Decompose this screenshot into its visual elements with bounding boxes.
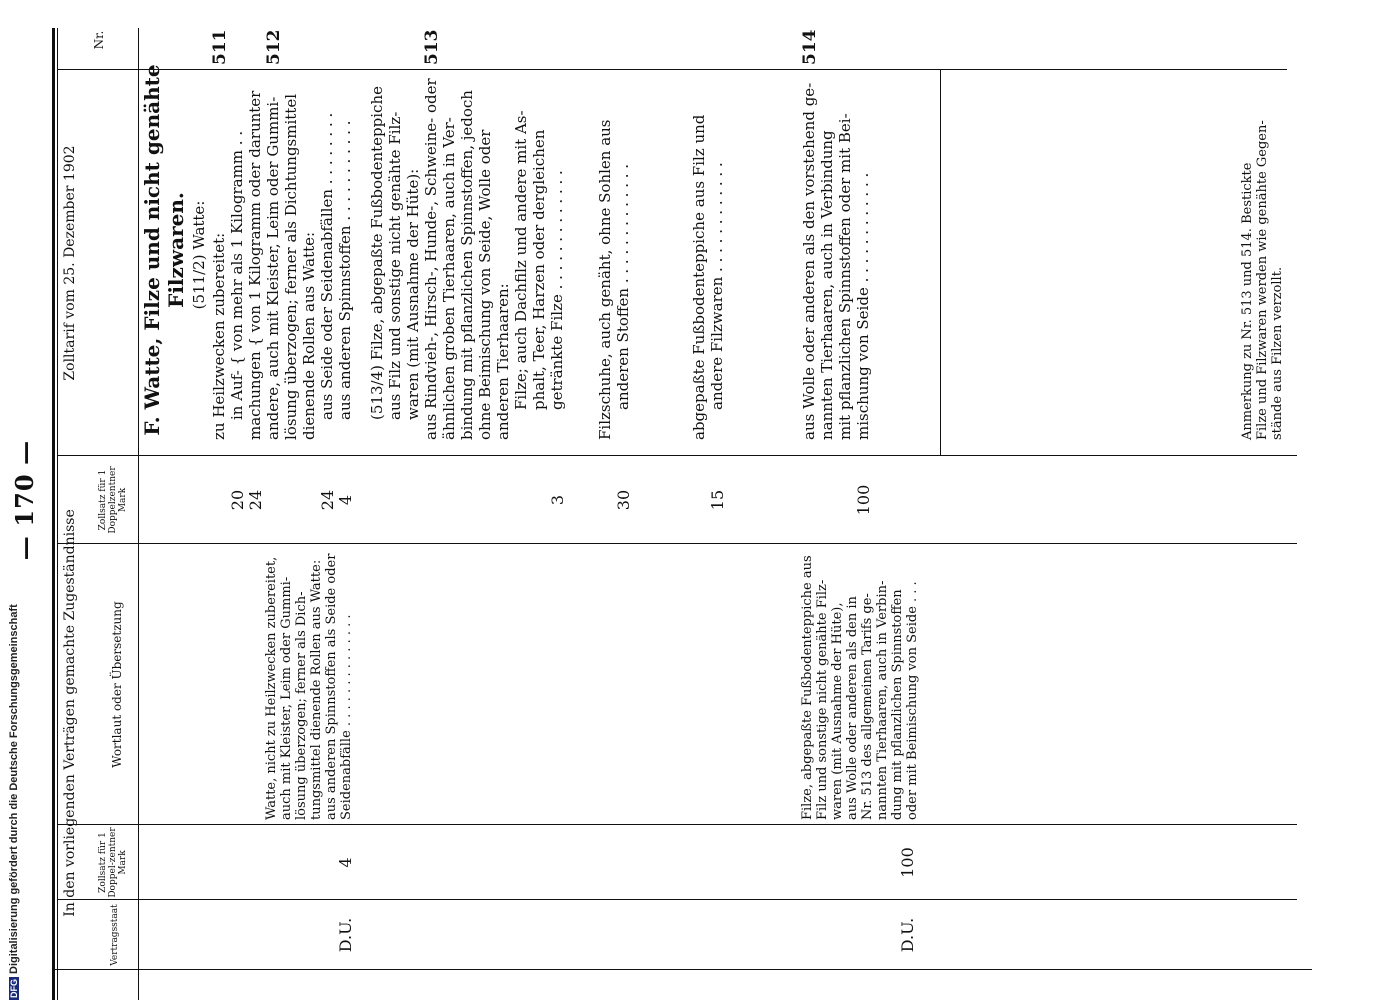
entry-nr: 511 [210, 29, 230, 65]
entry-line: aus Seide oder Seidenabfällen . . . . . . . . [318, 112, 336, 420]
entry-line: anderen Stoffen . . . . . . . . . . . . . [614, 163, 632, 410]
entry-rate: 4 [336, 494, 355, 506]
entry-line: nannten Tierhaaren, auch in Verbindung [818, 130, 836, 440]
digitization-credit: DFGDigitalisierung gefördert durch die Deutsche Forschungsgemeinschaft [8, 604, 20, 998]
entry-line: aus Filz und sonstige nicht genähte Filz- [386, 111, 404, 420]
entry-line: Filzschuhe, auch genäht, ohne Sohlen aus [596, 119, 614, 440]
entry-line: andere Filzwaren . . . . . . . . . . . . [708, 162, 726, 410]
right-rate-rule [57, 824, 1297, 825]
entry-line: ähnlichen groben Tierhaaren, auch in Ver- [440, 117, 458, 440]
entry-line: in Auf- { von mehr als 1 Kilogramm . . [228, 130, 246, 420]
entry-line: phalt, Teer, Harzen oder dergleichen [530, 129, 548, 410]
rate-header-left: Zollsatz für 1 Doppelzentner Mark [98, 466, 128, 534]
concession-state: D.U. [898, 917, 917, 953]
concession-rate: 100 [898, 847, 917, 878]
entry-rate: 20 [228, 489, 247, 511]
concession-block: Watte, nicht zu Heilzwecken zubereitet, auch mit Kleister, Leim oder Gummi- lösung überzogen; ferner als Dich- tungsmittel dienende Rollen aus Watte: aus anderen Spinnstoffen als Seide oder Seidenabfälle . . . . . . . . . . . . . . [264, 553, 354, 820]
entry-line: (511/2) Watte: [190, 200, 208, 310]
entry-line: mischung von Seide . . . . . . . . . . . . [854, 172, 872, 440]
concession-rate: 4 [336, 857, 355, 868]
header-rule [138, 28, 139, 1000]
entry-rate: 100 [854, 484, 873, 516]
entry-line: machungen { von 1 Kilogramm oder darunter [246, 90, 264, 440]
entry-rate: 24 [318, 489, 337, 511]
entry-rate: 30 [614, 489, 633, 511]
dfg-logo: DFG [9, 979, 19, 998]
entry-rate: 3 [548, 494, 567, 506]
entry-line: dienende Rollen aus Watte: [300, 231, 318, 440]
entry-line: aus anderen Spinnstoffen . . . . . . . . . . . [336, 120, 354, 420]
entry-line: abgepaßte Fußbodenteppiche aus Filz und [690, 114, 708, 440]
treaty-rule [57, 899, 1297, 900]
entry-line: Filze; auch Dachfilz und andere mit As- [512, 110, 530, 410]
note: Anmerkung zu Nr. 513 und 514. Bestickte Filze und Filzwaren werden wie genähte Gegen- stände aus Filzen verzollt. [1240, 120, 1285, 440]
left-border [52, 969, 1312, 970]
entry-nr: 512 [264, 29, 284, 65]
entry-line: anderen Tierhaaren: [494, 283, 512, 440]
entry-line: ohne Beimischung von Seide, Wolle oder [476, 129, 494, 440]
entry-line: waren (mit Ausnahme der Hüte): [404, 168, 422, 420]
entry-line: aus Rindvieh-, Hirsch-, Hunde-, Schweine- oder [422, 78, 440, 440]
entry-line: aus Wolle oder anderen als den vorstehend ge- [800, 82, 818, 440]
page-number-line: — 170 — [10, 439, 39, 561]
concession-block: Filze, abgepaßte Fußbodenteppiche aus Filz und sonstige nicht genähte Filz- waren (mit Ausnahme der Hüte), aus Wolle oder anderen als den in Nr. 513 des allgemeinen Tarifs ge- nannten Tierhaaren, auch in Verbin- dung mit pflanzlichen Spinnstoffen oder mit Beimischung von Seide . . . [800, 555, 920, 820]
entry-rate: 15 [708, 489, 727, 511]
note-rule [940, 70, 941, 456]
entry-line: mit pflanzlichen Spinnstoffen oder mit Bei- [836, 113, 854, 440]
entry-line: (513/4) Filze, abgepaßte Fußbodenteppiche [368, 86, 386, 420]
entry-line: lösung überzogen; ferner als Dichtungsmittel [282, 94, 300, 440]
top-rule-thin [57, 28, 58, 1000]
entry-line: bindung mit pflanzlichen Spinnstoffen, jedoch [458, 90, 476, 440]
wording-header: Wortlaut oder Übersetzung [110, 601, 124, 768]
section-title: F. Watte, Filze und nicht genähte Filzwaren. [140, 64, 188, 436]
page-number: 170 [10, 473, 39, 527]
right-title: In den vorliegenden Verträgen gemachte Zugeständnisse [62, 509, 78, 917]
nr-header: Nr. [92, 30, 106, 50]
entry-nr: 513 [422, 29, 442, 65]
entry-line: zu Heilzwecken zubereitet: [210, 232, 228, 440]
top-rule [52, 28, 55, 1000]
left-title: Zolltarif vom 25. Dezember 1902 [62, 145, 78, 381]
entry-line: getränkte Filze . . . . . . . . . . . . . [548, 170, 566, 410]
entry-line: andere, auch mit Kleister, Leim oder Gummi- [264, 96, 282, 440]
rate-header-right: Zollsatz für 1 Doppel-zentner Mark [98, 827, 128, 898]
treaty-header: Vertragsstaat [110, 904, 120, 966]
concession-state: D.U. [336, 917, 355, 953]
entry-nr: 514 [800, 29, 820, 65]
entry-rate: 24 [246, 489, 265, 511]
